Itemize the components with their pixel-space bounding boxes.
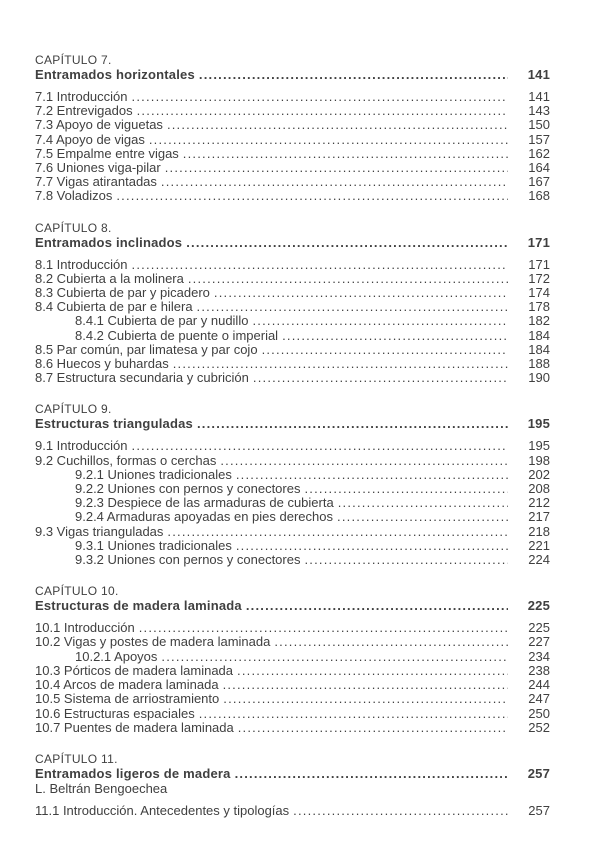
chapter-title-row xyxy=(35,416,550,431)
entry-label: 10.4 Arcos de madera laminada xyxy=(35,677,219,693)
entry-label: 7.2 Entrevigados xyxy=(35,103,133,119)
toc-entry xyxy=(35,329,550,343)
chapter-title: Estructuras trianguladas xyxy=(35,416,193,432)
dot-leader xyxy=(132,90,508,104)
entry-page-number: 198 xyxy=(528,452,550,468)
toc-entry xyxy=(35,314,550,328)
entry-label: 10.2.1 Apoyos xyxy=(75,648,158,664)
toc-entry xyxy=(35,496,550,510)
dot-leader xyxy=(237,664,508,678)
dot-leader xyxy=(252,314,508,328)
dot-leader xyxy=(238,721,508,735)
dot-leader xyxy=(282,329,508,343)
entry-label: 7.6 Uniones viga-pilar xyxy=(35,160,161,176)
toc-chapter-11 xyxy=(35,752,550,818)
toc-entry xyxy=(35,525,550,539)
chapter-author: L. Beltrán Bengoechea xyxy=(35,780,168,796)
toc-entry xyxy=(35,300,550,314)
entry-page-number: 188 xyxy=(528,356,550,372)
entry-label: 9.1 Introducción xyxy=(35,438,128,454)
entry-page-number: 221 xyxy=(528,537,550,553)
chapter-page-number: 171 xyxy=(527,234,550,250)
dot-leader xyxy=(186,235,508,250)
toc-entry xyxy=(35,621,550,635)
entry-page-number: 250 xyxy=(528,705,550,721)
dot-leader xyxy=(132,258,508,272)
toc-chapter-7 xyxy=(35,53,550,204)
entry-page-number: 195 xyxy=(528,438,550,454)
toc-entry xyxy=(35,721,550,735)
dot-leader xyxy=(139,621,508,635)
toc-entry xyxy=(35,272,550,286)
table-of-contents xyxy=(35,53,550,818)
entry-page-number: 157 xyxy=(528,131,550,147)
toc-entry xyxy=(35,439,550,453)
entry-label: 9.2 Cuchillos, formas o cerchas xyxy=(35,452,217,468)
entry-label: 10.3 Pórticos de madera laminada xyxy=(35,662,234,678)
toc-entry xyxy=(35,650,550,664)
chapter-page-number: 257 xyxy=(527,765,550,781)
dot-leader xyxy=(274,635,508,649)
entry-label: 7.8 Voladizos xyxy=(35,188,113,204)
chapter-title: Entramados horizontales xyxy=(35,67,195,82)
entry-page-number: 172 xyxy=(528,270,550,286)
entry-page-number: 202 xyxy=(528,466,550,482)
entry-label: 8.5 Par común, par limatesa y par cojo xyxy=(35,341,258,357)
chapter-entries xyxy=(35,804,550,818)
toc-entry xyxy=(35,343,550,357)
dot-leader xyxy=(253,371,508,385)
entry-label: 10.7 Puentes de madera laminada xyxy=(35,719,234,735)
entry-label: 9.3.2 Uniones con pernos y conectores xyxy=(75,552,301,568)
toc-entry xyxy=(35,147,550,161)
dot-leader xyxy=(149,133,508,147)
toc-chapter-10 xyxy=(35,584,550,735)
dot-leader xyxy=(223,692,508,706)
entry-label: 10.2 Vigas y postes de madera laminada xyxy=(35,634,271,650)
entry-label: 8.1 Introducción xyxy=(35,256,128,272)
entry-page-number: 182 xyxy=(528,313,550,329)
entry-label: 7.7 Vigas atirantadas xyxy=(35,174,157,190)
dot-leader xyxy=(167,118,508,132)
entry-page-number: 217 xyxy=(528,509,550,525)
dot-leader xyxy=(116,189,508,203)
entry-page-number: 247 xyxy=(528,691,550,707)
toc-entry xyxy=(35,104,550,118)
chapter-title-row xyxy=(35,766,550,781)
entry-label: 8.6 Huecos y buhardas xyxy=(35,356,169,372)
entry-page-number: 190 xyxy=(528,370,550,386)
dot-leader xyxy=(197,300,508,314)
entry-page-number: 164 xyxy=(528,160,550,176)
toc-entry xyxy=(35,692,550,706)
toc-entry xyxy=(35,371,550,385)
entry-page-number: 238 xyxy=(528,662,550,678)
entry-page-number: 178 xyxy=(528,299,550,315)
entry-label: 8.2 Cubierta a la molinera xyxy=(35,270,184,286)
dot-leader xyxy=(246,598,508,613)
toc-entry xyxy=(35,804,550,818)
toc-entry xyxy=(35,482,550,496)
entry-label: 8.7 Estructura secundaria y cubrición xyxy=(35,370,249,386)
dot-leader xyxy=(262,343,508,357)
entry-label: 9.2.2 Uniones con pernos y conectores xyxy=(75,481,301,497)
toc-entry xyxy=(35,90,550,104)
dot-leader xyxy=(161,650,508,664)
toc-entry xyxy=(35,678,550,692)
entry-label: 9.2.1 Uniones tradicionales xyxy=(75,466,232,482)
chapter-caption: CAPÍTULO 9. xyxy=(35,402,112,417)
chapter-page-number: 141 xyxy=(527,67,550,82)
toc-entry xyxy=(35,468,550,482)
dot-leader xyxy=(236,468,508,482)
entry-label: 8.3 Cubierta de par y picadero xyxy=(35,285,210,301)
chapter-page-number: 225 xyxy=(527,598,550,614)
entry-page-number: 150 xyxy=(528,117,550,133)
dot-leader xyxy=(223,678,508,692)
toc-entry xyxy=(35,133,550,147)
dot-leader xyxy=(137,104,508,118)
entry-label: 7.5 Empalme entre vigas xyxy=(35,145,179,161)
dot-leader xyxy=(183,147,508,161)
dot-leader xyxy=(220,454,508,468)
chapter-entries xyxy=(35,258,550,386)
entry-page-number: 171 xyxy=(528,256,550,272)
chapter-entries xyxy=(35,90,550,204)
dot-leader xyxy=(304,482,508,496)
toc-entry xyxy=(35,118,550,132)
entry-label: 8.4.1 Cubierta de par y nudillo xyxy=(75,313,249,329)
toc-chapter-8 xyxy=(35,221,550,386)
entry-page-number: 168 xyxy=(528,188,550,204)
entry-page-number: 208 xyxy=(528,481,550,497)
toc-chapter-9 xyxy=(35,402,550,567)
entry-page-number: 212 xyxy=(528,495,550,511)
dot-leader xyxy=(167,525,508,539)
dot-leader xyxy=(132,439,508,453)
entry-label: 9.2.4 Armaduras apoyadas en pies derechos xyxy=(75,509,334,525)
entry-page-number: 167 xyxy=(528,174,550,190)
entry-label: 10.6 Estructuras espaciales xyxy=(35,705,195,721)
dot-leader xyxy=(293,804,508,818)
toc-entry xyxy=(35,258,550,272)
chapter-page-number: 195 xyxy=(527,416,550,432)
chapter-caption: CAPÍTULO 11. xyxy=(35,751,118,766)
entry-label: 7.4 Apoyo de vigas xyxy=(35,131,145,147)
chapter-title-row xyxy=(35,598,550,613)
entry-page-number: 218 xyxy=(528,523,550,539)
toc-entry xyxy=(35,664,550,678)
toc-entry xyxy=(35,357,550,371)
entry-label: 8.4 Cubierta de par e hilera xyxy=(35,299,193,315)
entry-page-number: 252 xyxy=(528,719,550,735)
toc-entry xyxy=(35,286,550,300)
toc-entry xyxy=(35,510,550,524)
dot-leader xyxy=(199,67,508,82)
toc-entry xyxy=(35,539,550,553)
entry-label: 11.1 Introducción. Antecedentes y tipologías xyxy=(35,802,290,818)
entry-page-number: 244 xyxy=(528,677,550,693)
dot-leader xyxy=(161,175,508,189)
entry-page-number: 225 xyxy=(528,620,550,636)
toc-entry xyxy=(35,707,550,721)
entry-label: 9.2.3 Despiece de las armaduras de cubierta xyxy=(75,495,334,511)
entry-label: 10.5 Sistema de arriostramiento xyxy=(35,691,220,707)
entry-page-number: 184 xyxy=(528,327,550,343)
entry-label: 10.1 Introducción xyxy=(35,620,135,636)
chapter-title: Entramados inclinados xyxy=(35,234,183,250)
toc-entry xyxy=(35,175,550,189)
entry-label: 7.1 Introducción xyxy=(35,89,128,104)
dot-leader xyxy=(199,707,508,721)
dot-leader xyxy=(235,766,508,781)
chapter-caption: CAPÍTULO 10. xyxy=(35,584,119,599)
entry-page-number: 162 xyxy=(528,145,550,161)
entry-label: 9.3.1 Uniones tradicionales xyxy=(75,537,232,553)
dot-leader xyxy=(165,161,508,175)
dot-leader xyxy=(173,357,508,371)
entry-page-number: 227 xyxy=(528,634,550,650)
dot-leader xyxy=(197,416,508,431)
toc-entry xyxy=(35,189,550,203)
dot-leader xyxy=(188,272,508,286)
entry-page-number: 257 xyxy=(528,802,550,818)
toc-entry xyxy=(35,635,550,649)
entry-page-number: 224 xyxy=(528,552,550,568)
entry-page-number: 234 xyxy=(528,648,550,664)
toc-entry xyxy=(35,454,550,468)
chapter-entries xyxy=(35,621,550,735)
entry-page-number: 174 xyxy=(528,285,550,301)
chapter-caption: CAPÍTULO 8. xyxy=(35,220,112,235)
entry-page-number: 143 xyxy=(528,103,550,119)
chapter-caption: CAPÍTULO 7. xyxy=(35,53,112,67)
dot-leader xyxy=(338,496,508,510)
toc-entry xyxy=(35,553,550,567)
entry-label: 7.3 Apoyo de viguetas xyxy=(35,117,163,133)
chapter-title: Estructuras de madera laminada xyxy=(35,598,242,614)
entry-label: 9.3 Vigas trianguladas xyxy=(35,523,164,539)
dot-leader xyxy=(236,539,508,553)
entry-page-number: 184 xyxy=(528,341,550,357)
dot-leader xyxy=(304,553,508,567)
entry-label: 8.4.2 Cubierta de puente o imperial xyxy=(75,327,279,343)
chapter-title-row xyxy=(35,235,550,250)
dot-leader xyxy=(214,286,508,300)
chapter-title: Entramados ligeros de madera xyxy=(35,765,231,781)
chapter-entries xyxy=(35,439,550,567)
entry-page-number: 141 xyxy=(528,89,550,104)
toc-entry xyxy=(35,161,550,175)
dot-leader xyxy=(337,510,508,524)
chapter-title-row xyxy=(35,67,550,82)
